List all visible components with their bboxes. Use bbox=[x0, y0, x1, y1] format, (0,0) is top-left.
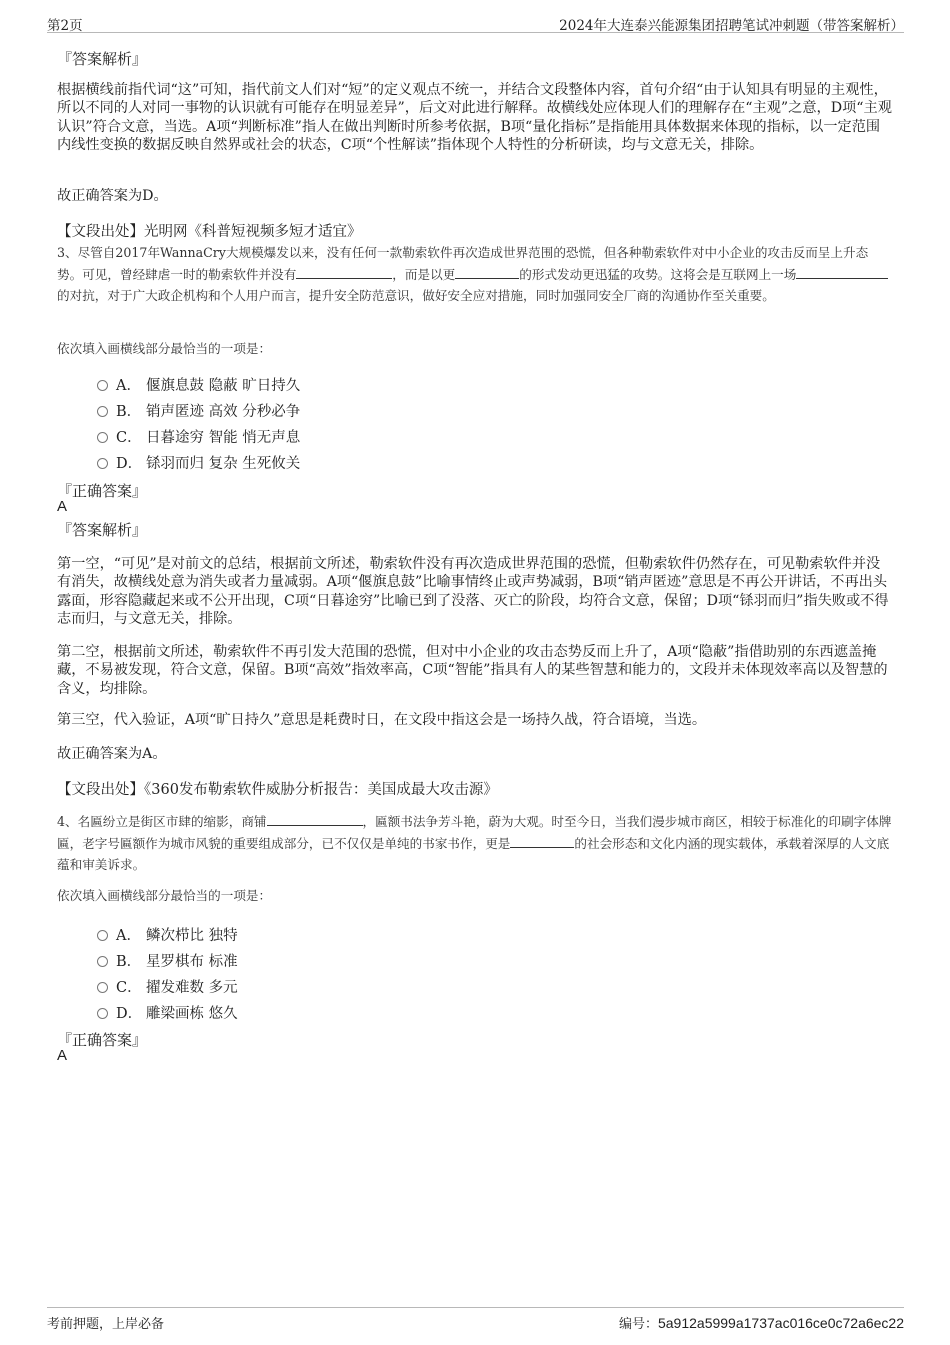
q3-source: 【文段出处】《360发布勒索软件威胁分析报告：美国成最大攻击源》 bbox=[57, 782, 498, 798]
radio-icon[interactable] bbox=[97, 380, 108, 391]
q4-option-c[interactable]: C． 擢发难数 多元 bbox=[97, 976, 238, 997]
q4-blank-1 bbox=[267, 813, 363, 826]
radio-icon[interactable] bbox=[97, 406, 108, 417]
radio-icon[interactable] bbox=[97, 432, 108, 443]
q3-blank-1 bbox=[296, 266, 392, 279]
q3-correct-label: 『正确答案』 bbox=[57, 482, 148, 500]
q4-prompt: 依次填入画横线部分最恰当的一项是： bbox=[57, 888, 272, 903]
q3-blank-3 bbox=[796, 266, 888, 279]
q2-analysis-paragraph: 根据横线前指代词“这”可知，指代前文人们对“短”的定义观点不统一，并结合文段整体内容，首句介绍“由于认知具有明显的主观性，所以不同的人对同一事物的认识就有可能存在明显差异”，后文对此进行解释。故横线处应体现人们的理解存在“主观”之意，D项“主观认识”符合文意，当选。A项“判断标准”指人在做出判断时所参考依据，B项“量化指标”是指能用具体数据来体现的指标，以一定范围内线性变换的数据反映自然界或社会的状态，C项“个性解读”指体现个人特性的分析研读，均与文意无关，排除。 bbox=[57, 82, 892, 153]
q3-option-c[interactable]: C． 日暮途穷 智能 悄无声息 bbox=[97, 426, 300, 447]
document-code: 编号：5a912a5999a1737ac016ce0c72a6ec22 bbox=[618, 1315, 904, 1332]
q3-prompt: 依次填入画横线部分最恰当的一项是： bbox=[57, 341, 272, 356]
q3-correct-answer: A bbox=[57, 498, 68, 515]
q2-conclusion: 故正确答案为D。 bbox=[57, 188, 168, 204]
q4-option-b[interactable]: B． 星罗棋布 标准 bbox=[97, 950, 238, 971]
q4-correct-label: 『正确答案』 bbox=[57, 1031, 148, 1049]
q3-conclusion: 故正确答案为A。 bbox=[57, 746, 167, 762]
q3-option-d[interactable]: D． 铩羽而归 复杂 生死攸关 bbox=[97, 452, 300, 473]
q4-correct-answer: A bbox=[57, 1047, 68, 1064]
q3-option-b[interactable]: B． 销声匿迹 高效 分秒必争 bbox=[97, 400, 300, 421]
q4-option-a[interactable]: A． 鳞次栉比 独特 bbox=[97, 924, 238, 945]
page-number: 第2页 bbox=[47, 18, 83, 34]
q3-blank-2 bbox=[455, 266, 519, 279]
q3-analysis-paragraph-3: 第三空，代入验证，A项“旷日持久”意思是耗费时日，在文段中指这会是一场持久战，符合语境，当选。 bbox=[57, 712, 707, 728]
q3-stem: 3、尽管自2017年WannaCry大规模爆发以来，没有任何一款勒索软件再次造成世界范围的恐慌，但各种勒索软件对中小企业的攻击反而呈上升态势。可见，曾经肆虐一时的勒索软件并没有 ，而是以更 的形式发动更迅猛的攻势。这将会是互联网上一场的对抗，对于广大政企机构和个人用户而言，提升安全防范意识，做好安全应对措施，同时加强同安全厂商的沟通协作至关重要。 bbox=[57, 242, 893, 307]
radio-icon[interactable] bbox=[97, 458, 108, 469]
q4-option-d[interactable]: D． 雕梁画栋 悠久 bbox=[97, 1002, 238, 1023]
document-title: 2024年大连泰兴能源集团招聘笔试冲刺题（带答案解析） bbox=[559, 18, 904, 34]
q3-analysis-paragraph-1: 第一空，“可见”是对前文的总结，根据前文所述，勒索软件没有再次造成世界范围的恐慌，但勒索软件仍然存在，可见勒索软件并没有消失，故横线处意为消失或者力量减弱。A项“偃旗息鼓”比喻事情终止或声势减弱，B项“销声匿迹”意思是不再公开讲话，不再出头露面，形容隐藏起来或不公开出现，C项“日暮途穷”比喻已到了没落、灭亡的阶段，均符合文意，保留；D项“铩羽而归”指失败或不得志而归，与文意无关，排除。 bbox=[57, 556, 889, 627]
q2-analysis-label: 『答案解析』 bbox=[57, 50, 148, 68]
page-footer bbox=[47, 1307, 904, 1332]
radio-icon[interactable] bbox=[97, 930, 108, 941]
radio-icon[interactable] bbox=[97, 956, 108, 967]
q2-source: 【文段出处】光明网《科普短视频多短才适宜》 bbox=[57, 224, 362, 240]
q4-stem: 4、名匾纷立是街区市肆的缩影，商铺 ，匾额书法争芳斗艳，蔚为大观。时至今日，当我们漫步城市商区，相较于标准化的印刷字体牌匾，老字号匾额作为城市风貌的重要组成部分，已不仅仅是单纯的书家书作，更是 的社会形态和文化内涵的现实载体，承载着深厚的人文底蕴和审美诉求。 bbox=[57, 814, 892, 872]
radio-icon[interactable] bbox=[97, 1008, 108, 1019]
q3-analysis-label: 『答案解析』 bbox=[57, 521, 148, 539]
q3-option-a[interactable]: A． 偃旗息鼓 隐蔽 旷日持久 bbox=[97, 374, 300, 395]
q4-blank-2 bbox=[510, 835, 574, 848]
page-header bbox=[47, 12, 904, 33]
q3-analysis-paragraph-2: 第二空，根据前文所述，勒索软件不再引发大范围的恐慌，但对中小企业的攻击态势反而上升了，A项“隐蔽”指借助别的东西遮盖掩藏，不易被发现，符合文意，保留。B项“高效”指效率高，C项“智能”指具有人的某些智慧和能力的，文段并未体现效率高以及智慧的含义，均排除。 bbox=[57, 644, 888, 697]
radio-icon[interactable] bbox=[97, 982, 108, 993]
footer-slogan: 考前押题，上岸必备 bbox=[47, 1317, 165, 1332]
